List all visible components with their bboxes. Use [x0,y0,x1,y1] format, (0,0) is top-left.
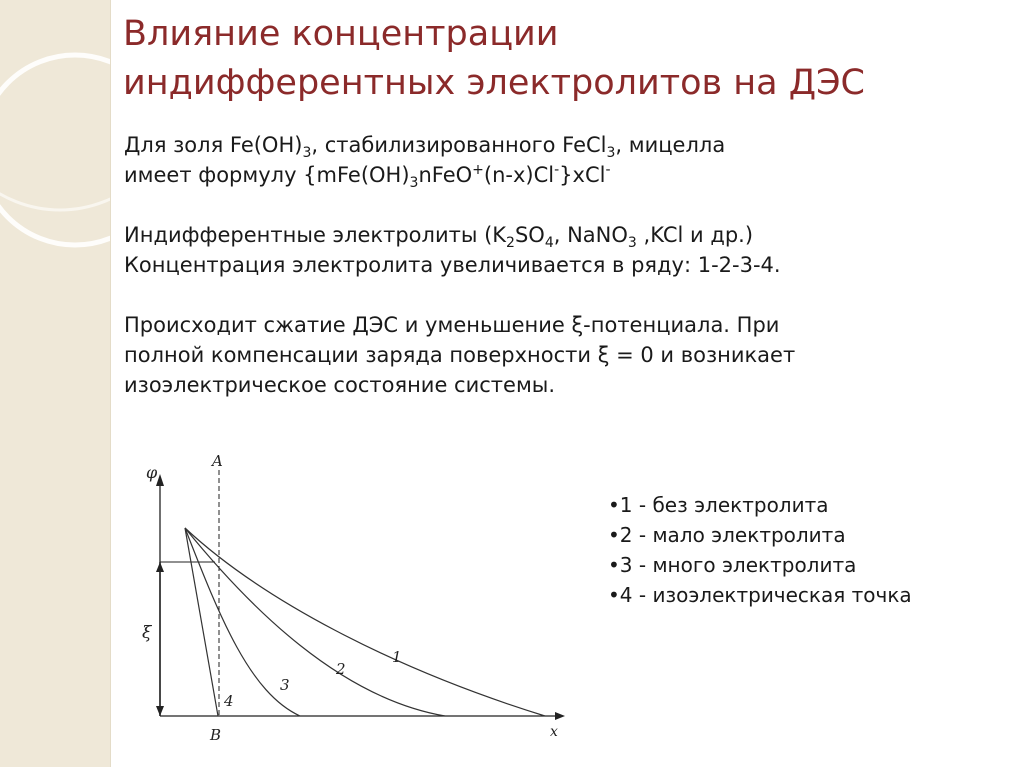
legend-item: •2 - мало электролита [608,523,846,547]
decorative-side-band [0,0,111,767]
curve-4 [185,528,218,716]
zeta-label: ξ [142,623,152,643]
slide-body [124,130,1004,430]
decorative-circles [0,0,110,767]
micelle-line-1: Для золя $Fe(OH)_3$, стабилизированного FeCl$_3$, мицелла [124,133,726,162]
micelle-paragraph [124,130,1004,190]
zeta-arrow-top [156,562,164,572]
compression-line-2: полной компенсации заряда поверхности ξ = 0 и возникает [124,343,796,367]
legend-list [608,490,968,610]
legend-item: •4 - изоэлектрическая точка [608,583,912,607]
curve-label-4: 4 [224,692,234,710]
legend-item: •1 - без электролита [608,493,829,517]
curve-label-3: 3 [280,676,290,694]
micelle-formula-line: имеет формулу $\{mFe(OH)_3nFeO^+(n-x)Cl^-\}xCl^-$ [124,162,611,192]
point-a-label: A [212,452,223,470]
curve-label-2: 2 [336,660,346,678]
title-line-1: Влияние концентрации [123,14,559,54]
curve-label-1: 1 [392,648,402,666]
x-axis-arrow [555,712,565,720]
y-axis-label: φ [146,463,158,482]
potential-diagram [140,448,580,748]
compression-paragraph [124,310,1004,400]
zeta-arrow-bottom [156,706,164,716]
electrolytes-paragraph [124,220,1004,280]
x-axis-label: x [550,724,558,740]
slide-title [123,10,1003,108]
point-b-label: B [210,726,222,744]
legend-item: •3 - много электролита [608,553,857,577]
electrolytes-line-2: Концентрация электролита увеличивается в ряду: 1-2-3-4. [124,253,781,277]
title-line-2: индифферентных электролитов на ДЭС [123,63,865,103]
compression-line-3: изоэлектрическое состояние системы. [124,373,556,397]
compression-line-1: Происходит сжатие ДЭС и уменьшение ξ-потенциала. При [124,313,780,337]
electrolytes-line-1: Индифферентные электролиты ($K_2SO_4$, NaNO$_3$ ,KCl и др.) [124,223,754,252]
